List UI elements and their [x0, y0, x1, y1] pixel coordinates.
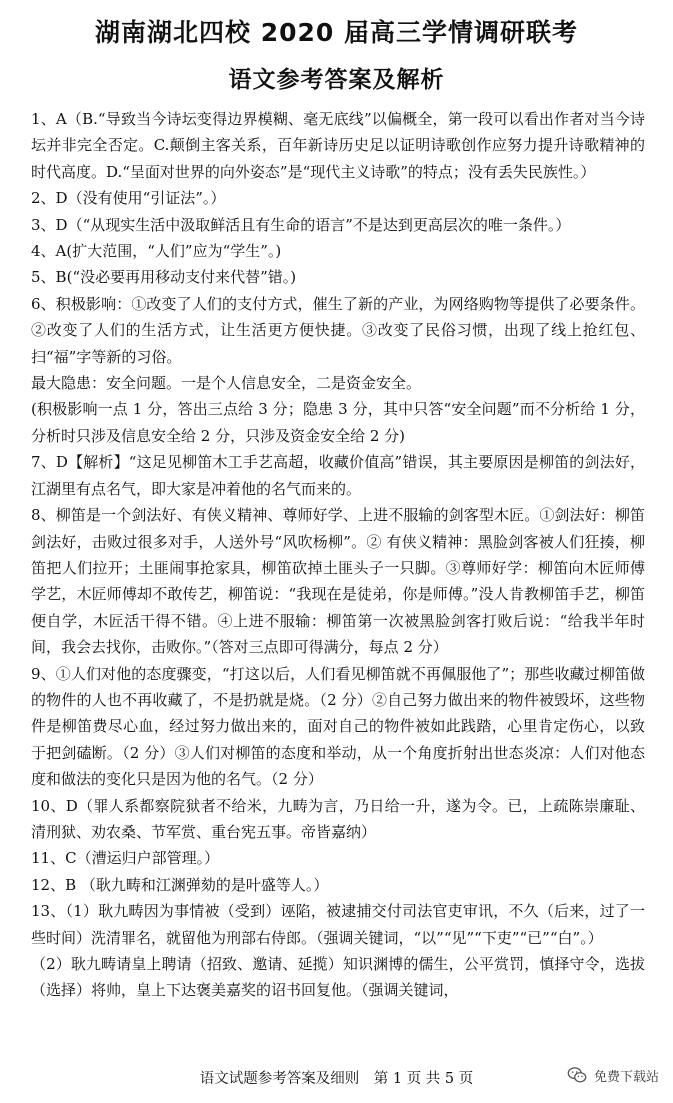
answer-paragraph: 3、D（“从现实生活中汲取鲜活且有生命的语言”不是达到更高层次的唯一条件。）: [31, 215, 571, 234]
watermark-text: 免费下载站: [593, 1069, 659, 1085]
watermark: [566, 1064, 659, 1086]
answer-paragraph: 1、A（B.“导致当今诗坛变得边界模糊、毫无底线”以偏概全，第一段可以看出作者对当今诗坛并非完全否定。C.颠倒主客关系，百年新诗历史足以证明诗歌创作应努力提升诗歌精神的时代高度。D.“呈面对世界的向外姿态”是“现代主义诗歌”的特点；没有丢失民族性。）: [31, 110, 645, 181]
answer-paragraph: （2）耿九畴请皇上聘请（招致、邀请、延揽）知识渊博的儒生，公平赏罚，慎择守令，选拔（选择）将帅，皇上下达褒美嘉奖的诏书回复他。（强调关键词，: [31, 955, 645, 1000]
answer-paragraph: 10、D（罪人系都察院狱者不给米，九畴为言，乃日给一升，遂为令。已，上疏陈崇廉耻、清刑狱、劝农桑、节军赏、重台宪五事。帝皆嘉纳）: [31, 796, 645, 841]
document-title: 湖南湖北四校 2020 届高三学情调研联考: [95, 18, 578, 47]
answer-paragraph: 7、D【解析】“这足见柳笛木工手艺高超，收藏价值高”错误，其主要原因是柳笛的剑法好，江湖里有点名气，即大家是冲着他的名气而来的。: [31, 453, 645, 498]
answer-paragraph: 11、C（漕运归户部管理。）: [31, 849, 220, 868]
answer-paragraph: 9、①人们对他的态度骤变，“打这以后，人们看见柳笛就不再佩服他了”；那些收藏过柳笛做的物件的人也不再收藏了，不是扔就是烧。（2 分）②自己努力做出来的物件被毁坏，这些物件是柳笛费尽心血，经过努力做出来的，面对自己的物件被如此践踏，心里肯定伤心，以致于把剑磕断。（2 分）③人们对柳笛的态度和举动，从一个角度折射出世态炎凉：人们对他态度和做法的变化只是因为他的名气。（2 分）: [31, 664, 645, 789]
answer-paragraph: 最大隐患：安全问题。一是个人信息安全，二是资金安全。: [31, 374, 422, 393]
answer-paragraph: 4、A(扩大范围，“人们”应为“学生”。): [31, 242, 282, 261]
answer-paragraph: 2、D（没有使用“引证法”。）: [31, 189, 226, 208]
page-footer: 语文试题参考答案及细则 第 1 页 共 5 页: [199, 1071, 474, 1087]
answer-paragraph: 8、柳笛是一个剑法好、有侠义精神、尊师好学、上进不服输的剑客型木匠。①剑法好：柳笛剑法好，击败过很多对手，人送外号“风吹杨柳”。② 有侠义精神：黑脸剑客被人们狂揍，柳笛把人们拉开；土匪闹事抢家具，柳笛砍掉土匪头子一只脚。③尊师好学：柳笛向木匠师傅学艺，木匠师傅却不敢传艺，柳笛说：“我现在是徒弟，你是师傅。”没人肯教柳笛手艺，柳笛便自学，木匠活干得不错。④上进不服输：柳笛第一次被黑脸剑客打败后说：“给我半年时间，我会去找你，击败你。”（答对三点即可得满分，每点 2 分）: [31, 506, 645, 657]
answer-paragraph: 5、B(“没必要再用移动支付来代替”错。): [31, 268, 297, 287]
answer-body: [31, 106, 645, 1004]
answer-paragraph: (积极影响一点 1 分，答出三点给 3 分；隐患 3 分，其中只答“安全问题”而不分析给 1 分，分析时只涉及信息安全给 2 分，只涉及资金安全给 2 分): [31, 400, 645, 445]
answer-paragraph: 12、B （耿九畴和江渊弹劾的是叶盛等人。）: [31, 875, 329, 894]
answer-paragraph: 13、（1）耿九畴因为事情被（受到）诬陷，被逮捕交付司法官吏审讯，不久（后来，过了一些时间）洗清罪名，就留他为刑部右侍郎。（强调关键词，“以”“见”“下吏”“已”“白”。）: [31, 902, 645, 947]
wechat-icon: [566, 1064, 588, 1086]
answer-paragraph: 6、积极影响：①改变了人们的支付方式，催生了新的产业，为网络购物等提供了必要条件。②改变了人们的生活方式，让生活更方便快捷。③改变了民俗习惯，出现了线上抢红包、扫“福”字等新的习俗。: [31, 294, 645, 366]
document-subtitle: 语文参考答案及解析: [228, 67, 445, 93]
